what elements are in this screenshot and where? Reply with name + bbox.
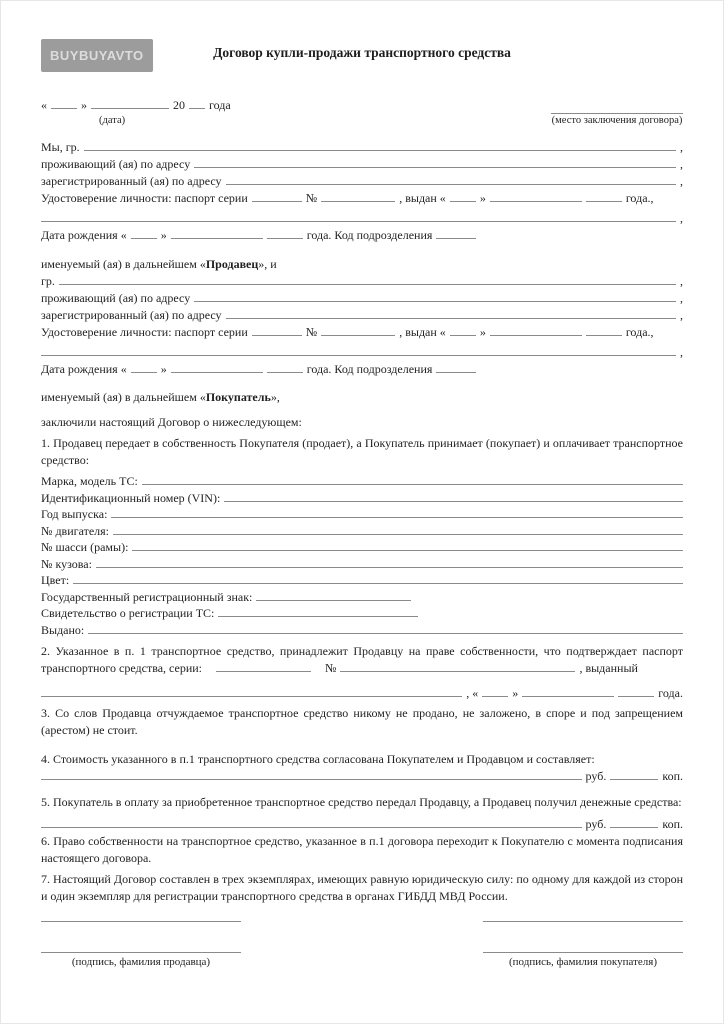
vin-blank xyxy=(224,490,683,502)
number-sign: № xyxy=(325,661,337,675)
seller-passport-line xyxy=(41,190,683,207)
buyer-registered-line xyxy=(41,307,683,324)
passport-number-blank xyxy=(321,324,395,336)
seller-signature-blank xyxy=(41,921,241,922)
document-header xyxy=(41,35,683,79)
comma: , xyxy=(680,274,683,288)
birth-month-blank xyxy=(171,227,263,239)
quote-open: « xyxy=(41,98,47,112)
signatures-section xyxy=(41,921,683,968)
field-reg-certificate xyxy=(41,605,683,622)
field-make-model xyxy=(41,473,683,490)
reg-certificate-blank xyxy=(218,605,418,617)
registered-label: зарегистрированный (ая) по адресу xyxy=(41,174,222,188)
birth-day-blank xyxy=(131,361,157,373)
unit-code-blank xyxy=(436,361,476,373)
issued-by-label: , выданный xyxy=(579,661,638,675)
clause-7: 7. Настоящий Договор составлен в трех экземплярах, имеющих равную юридическую силу: по одному для каждой из сторон и один экземпляр для регистрации транспортного средства в органах ГИБДД МВД России. xyxy=(41,872,683,903)
comma: , xyxy=(680,140,683,154)
pts-day-blank xyxy=(482,685,508,697)
registration-fields xyxy=(41,589,683,639)
comma: , xyxy=(680,211,683,225)
reg-plate-blank xyxy=(256,589,411,601)
brand-logo: BUYBUYAVTO xyxy=(41,39,153,72)
field-label: Марка, модель ТС: xyxy=(41,474,138,488)
field-issued-by xyxy=(41,622,683,639)
field-engine-number xyxy=(41,523,683,540)
year-blank xyxy=(189,97,205,109)
clause-2 xyxy=(41,643,683,702)
buyer-term-suffix: », xyxy=(270,390,280,404)
birth-label: Дата рождения « xyxy=(41,228,127,242)
field-label: Цвет: xyxy=(41,573,70,587)
engine-number-blank xyxy=(113,523,683,535)
contract-date-line xyxy=(41,97,231,114)
seller-signature-block xyxy=(41,921,241,968)
clause-2-issue-date-line xyxy=(41,685,683,702)
field-label: Свидетельство о регистрации ТС: xyxy=(41,606,215,620)
seller-issuer-line xyxy=(41,210,683,227)
pts-series-blank xyxy=(216,660,311,672)
passport-series-blank xyxy=(252,190,302,202)
issued-by-blank xyxy=(88,622,683,634)
series-label: транспортного средства, серии: xyxy=(41,661,202,675)
kopeck-blank xyxy=(610,768,658,780)
field-body-number xyxy=(41,556,683,573)
identity-label: Удостоверение личности: паспорт серии xyxy=(41,325,248,339)
comma: , xyxy=(680,157,683,171)
year-trailing: года., xyxy=(625,325,654,339)
quote-close: » xyxy=(160,228,167,242)
place-caption: (место заключения договора) xyxy=(551,115,683,126)
seller-signature-caption: (подпись, фамилия продавца) xyxy=(71,956,211,968)
year-word: года. xyxy=(658,686,683,700)
issue-year-blank xyxy=(586,190,622,202)
field-chassis-number xyxy=(41,539,683,556)
identity-label: Удостоверение личности: паспорт серии xyxy=(41,191,248,205)
document-title: Договор купли-продажи транспортного средства xyxy=(213,45,511,60)
seller-term-line xyxy=(41,256,683,273)
pts-year-blank xyxy=(618,685,654,697)
clause-2-line1: 2. Указанное в п. 1 транспортное средство, принадлежит Продавцу на праве собственности, что подтверждает паспорт xyxy=(41,644,683,658)
passport-series-blank xyxy=(252,324,302,336)
make-model-blank xyxy=(142,473,683,485)
year-trailing: года., xyxy=(625,191,654,205)
clause-5 xyxy=(41,794,683,833)
residing-label: проживающий (ая) по адресу xyxy=(41,291,191,305)
birth-day-blank xyxy=(131,227,157,239)
quote-close: » xyxy=(479,325,486,339)
buyer-term: Покупатель xyxy=(205,390,271,404)
field-year xyxy=(41,506,683,523)
birth-label: Дата рождения « xyxy=(41,362,127,376)
field-label: Год выпуска: xyxy=(41,507,108,521)
contract-place-block xyxy=(551,97,683,127)
pts-month-blank xyxy=(522,685,614,697)
clause-3: 3. Со слов Продавца отчуждаемое транспортное средство никому не продано, не заложено, в споре и под запрещением (арестом) не стоит. xyxy=(41,706,683,737)
year-blank xyxy=(111,506,683,518)
buyer-residing-blank xyxy=(194,290,676,302)
buyer-term-line xyxy=(41,389,683,406)
seller-residing-line xyxy=(41,156,683,173)
clause-4 xyxy=(41,751,683,785)
birth-year-blank xyxy=(267,227,303,239)
seller-residing-blank xyxy=(194,156,676,168)
clause-2-series-line xyxy=(41,660,683,677)
day-blank xyxy=(51,97,77,109)
birth-month-blank xyxy=(171,361,263,373)
residing-label: проживающий (ая) по адресу xyxy=(41,157,191,171)
pts-number-blank xyxy=(340,660,575,672)
kop-label: коп. xyxy=(662,769,683,783)
seller-birth-line xyxy=(41,227,683,244)
registered-label: зарегистрированный (ая) по адресу xyxy=(41,308,222,322)
field-reg-plate xyxy=(41,589,683,606)
agreement-intro: заключили настоящий Договор о нижеследующем: xyxy=(41,415,302,429)
buyer-birth-line xyxy=(41,361,683,378)
seller-name-blank xyxy=(41,952,241,953)
buyer-signature-caption: (подпись, фамилия покупателя) xyxy=(508,956,657,968)
buyer-registered-blank xyxy=(226,307,676,319)
month-blank xyxy=(91,97,169,109)
pts-issuer-blank xyxy=(41,685,462,697)
buyer-residing-line xyxy=(41,290,683,307)
kopeck-blank xyxy=(610,816,658,828)
field-vin xyxy=(41,490,683,507)
referred-prefix: именуемый (ая) в дальнейшем « xyxy=(41,257,206,271)
chassis-number-blank xyxy=(132,539,683,551)
referred-prefix: именуемый (ая) в дальнейшем « xyxy=(41,390,206,404)
year-word: года xyxy=(209,98,231,112)
clause-6: 6. Право собственности на транспортное средство, указанное в п.1 договора переходит к Покупателю с момента подписания настоящего договора. xyxy=(41,834,683,865)
issued-label: , выдан « xyxy=(399,325,446,339)
issue-day-blank xyxy=(450,324,476,336)
seller-term-suffix: », и xyxy=(258,257,277,271)
amount-words-blank xyxy=(41,768,582,780)
rub-label: руб. xyxy=(585,769,607,783)
seller-term: Продавец xyxy=(205,257,259,271)
buyer-name-blank xyxy=(483,952,683,953)
seller-party-block xyxy=(41,139,683,244)
rub-label: руб. xyxy=(585,817,607,831)
issuer-blank xyxy=(41,344,676,356)
quote-close: » xyxy=(160,362,167,376)
clause-5-amount-line xyxy=(41,816,683,833)
buyer-signature-block xyxy=(483,921,683,968)
citizen-label: гр. xyxy=(41,274,55,288)
buyer-signature-blank xyxy=(483,921,683,922)
clause-1: 1. Продавец передает в собственность Покупателя (продает), а Покупатель принимает (покупает) и оплачивает транспортное средство: xyxy=(41,436,683,467)
quote-close: » xyxy=(479,191,486,205)
comma: , xyxy=(680,174,683,188)
buyer-fullname-blank xyxy=(59,273,676,285)
contract-date-block xyxy=(41,97,231,127)
issue-month-blank xyxy=(490,190,582,202)
buyer-party-block xyxy=(41,273,683,378)
field-label: № шасси (рамы): xyxy=(41,540,129,554)
seller-registered-blank xyxy=(226,173,676,185)
century-prefix: 20 xyxy=(173,98,185,112)
issue-day-blank xyxy=(450,190,476,202)
quote-close: » xyxy=(81,98,87,112)
amount-words-blank xyxy=(41,816,582,828)
body-number-blank xyxy=(96,556,683,568)
number-sign: № xyxy=(305,191,318,205)
comma: , xyxy=(680,308,683,322)
seller-registered-line xyxy=(41,173,683,190)
buyer-passport-line xyxy=(41,324,683,341)
buyer-issuer-line xyxy=(41,344,683,361)
comma-quote: , « xyxy=(466,686,479,700)
issued-label: , выдан « xyxy=(399,191,446,205)
buyer-name-line xyxy=(41,273,683,290)
passport-number-blank xyxy=(321,190,395,202)
clause-4-amount-line xyxy=(41,768,683,785)
birth-code-label: года. Код подрозделения xyxy=(306,362,433,376)
issuer-blank xyxy=(41,210,676,222)
field-label: № двигателя: xyxy=(41,523,109,538)
seller-fullname-blank xyxy=(84,139,676,151)
quote-close: » xyxy=(512,686,519,700)
field-label: Выдано: xyxy=(41,622,85,637)
seller-name-line xyxy=(41,139,683,156)
comma: , xyxy=(680,291,683,305)
vehicle-fields xyxy=(41,473,683,589)
clause-5-text: 5. Покупатель в оплату за приобретенное транспортное средство передал Продавцу, а Продавец получил денежные средства: xyxy=(41,795,682,809)
birth-year-blank xyxy=(267,361,303,373)
field-color xyxy=(41,572,683,589)
unit-code-blank xyxy=(436,227,476,239)
date-caption: (дата) xyxy=(99,115,126,126)
issue-month-blank xyxy=(490,324,582,336)
place-blank xyxy=(551,101,683,114)
field-label: Идентификационный номер (VIN): xyxy=(41,490,221,505)
color-blank xyxy=(73,572,683,584)
comma: , xyxy=(680,345,683,359)
we-citizen-label: Мы, гр. xyxy=(41,140,80,154)
clause-4-text: 4. Стоимость указанного в п.1 транспортного средства согласована Покупателем и Продавцом и составляет: xyxy=(41,752,595,766)
number-sign: № xyxy=(305,325,318,339)
field-label: Государственный регистрационный знак: xyxy=(41,589,253,604)
birth-code-label: года. Код подрозделения xyxy=(306,228,433,242)
field-label: № кузова: xyxy=(41,556,92,571)
kop-label: коп. xyxy=(662,817,683,831)
date-row xyxy=(41,97,683,127)
issue-year-blank xyxy=(586,324,622,336)
